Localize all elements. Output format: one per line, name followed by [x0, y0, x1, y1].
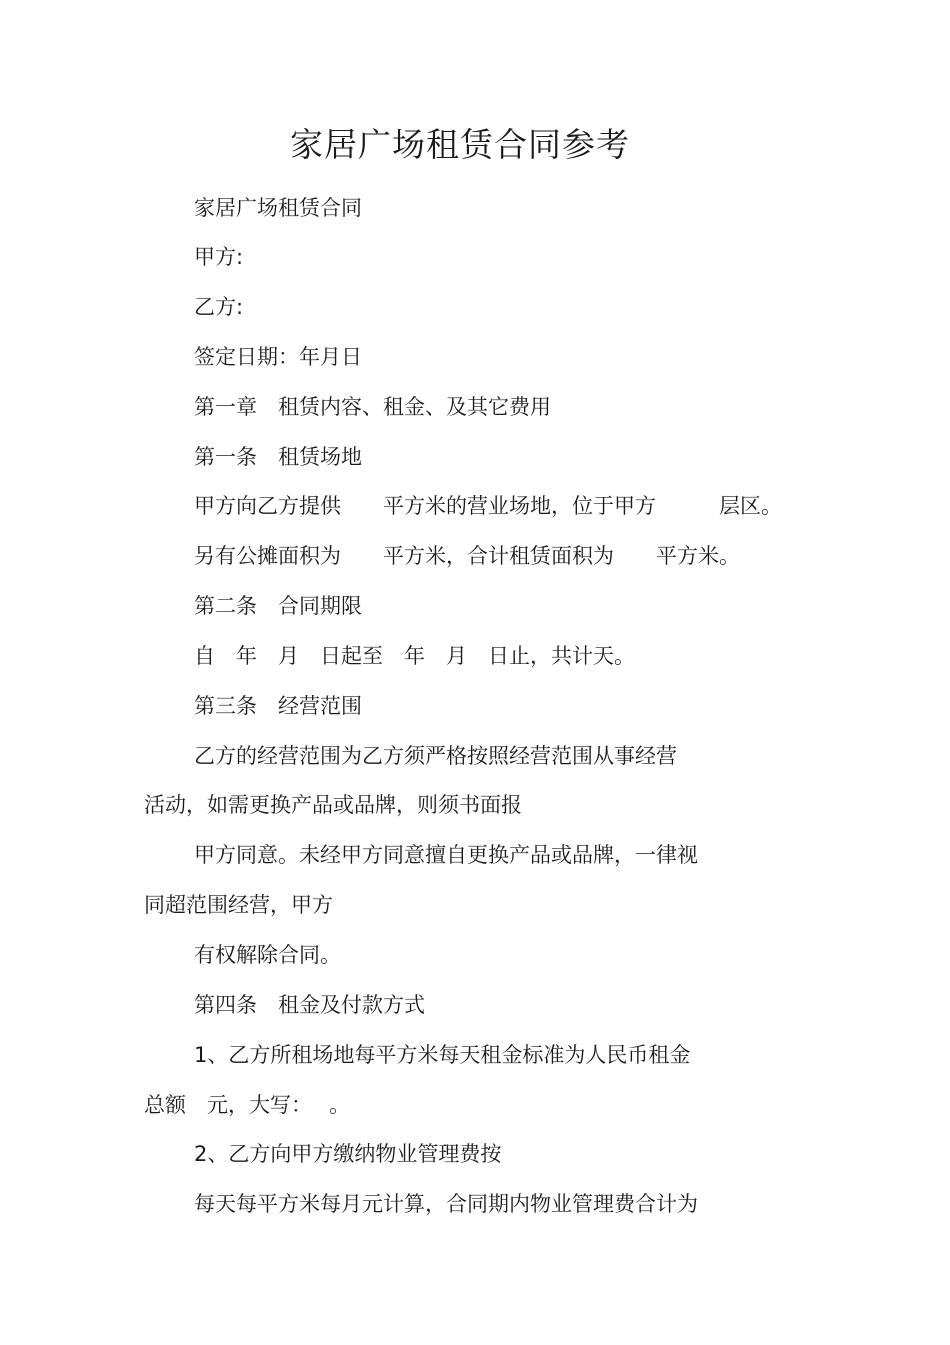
- article-2-text: 自 年 月 日起至 年 月 日止，共计天。: [194, 644, 635, 668]
- article-3-text-4: 同超范围经营，甲方: [144, 893, 333, 917]
- signing-date-line: 签定日期：年月日: [194, 345, 362, 369]
- article-1-heading: 第一条 租赁场地: [194, 445, 362, 469]
- article-4-item-2-cont: 每天每平方米每月元计算，合同期内物业管理费合计为: [194, 1192, 698, 1216]
- article-3-text-2: 活动，如需更换产品或品牌，则须书面报: [144, 793, 522, 817]
- article-3-text-5: 有权解除合同。: [194, 943, 341, 967]
- article-4-item-2: 2、乙方向甲方缴纳物业管理费按: [194, 1142, 502, 1166]
- contract-name-line: 家居广场租赁合同: [194, 196, 362, 220]
- article-3-text-3: 甲方同意。未经甲方同意擅自更换产品或品牌，一律视: [194, 843, 698, 867]
- party-a-line: 甲方:: [194, 245, 244, 269]
- article-4-item-1: 1、乙方所租场地每平方米每天租金标准为人民币租金: [194, 1043, 691, 1067]
- party-b-line: 乙方:: [194, 295, 244, 319]
- article-4-item-1-cont: 总额 元，大写： 。: [144, 1093, 351, 1117]
- article-2-heading: 第二条 合同期限: [194, 594, 362, 618]
- article-1-text-1: 甲方向乙方提供 平方米的营业场地，位于甲方 层区。: [194, 494, 782, 518]
- chapter-1-heading: 第一章 租赁内容、租金、及其它费用: [194, 395, 551, 419]
- article-4-heading: 第四条 租金及付款方式: [194, 993, 425, 1017]
- document-title: 家居广场租赁合同参考: [290, 125, 630, 164]
- article-3-heading: 第三条 经营范围: [194, 694, 362, 718]
- article-1-text-2: 另有公摊面积为 平方米，合计租赁面积为 平方米。: [194, 544, 740, 568]
- article-3-text-1: 乙方的经营范围为乙方须严格按照经营范围从事经营: [194, 744, 677, 768]
